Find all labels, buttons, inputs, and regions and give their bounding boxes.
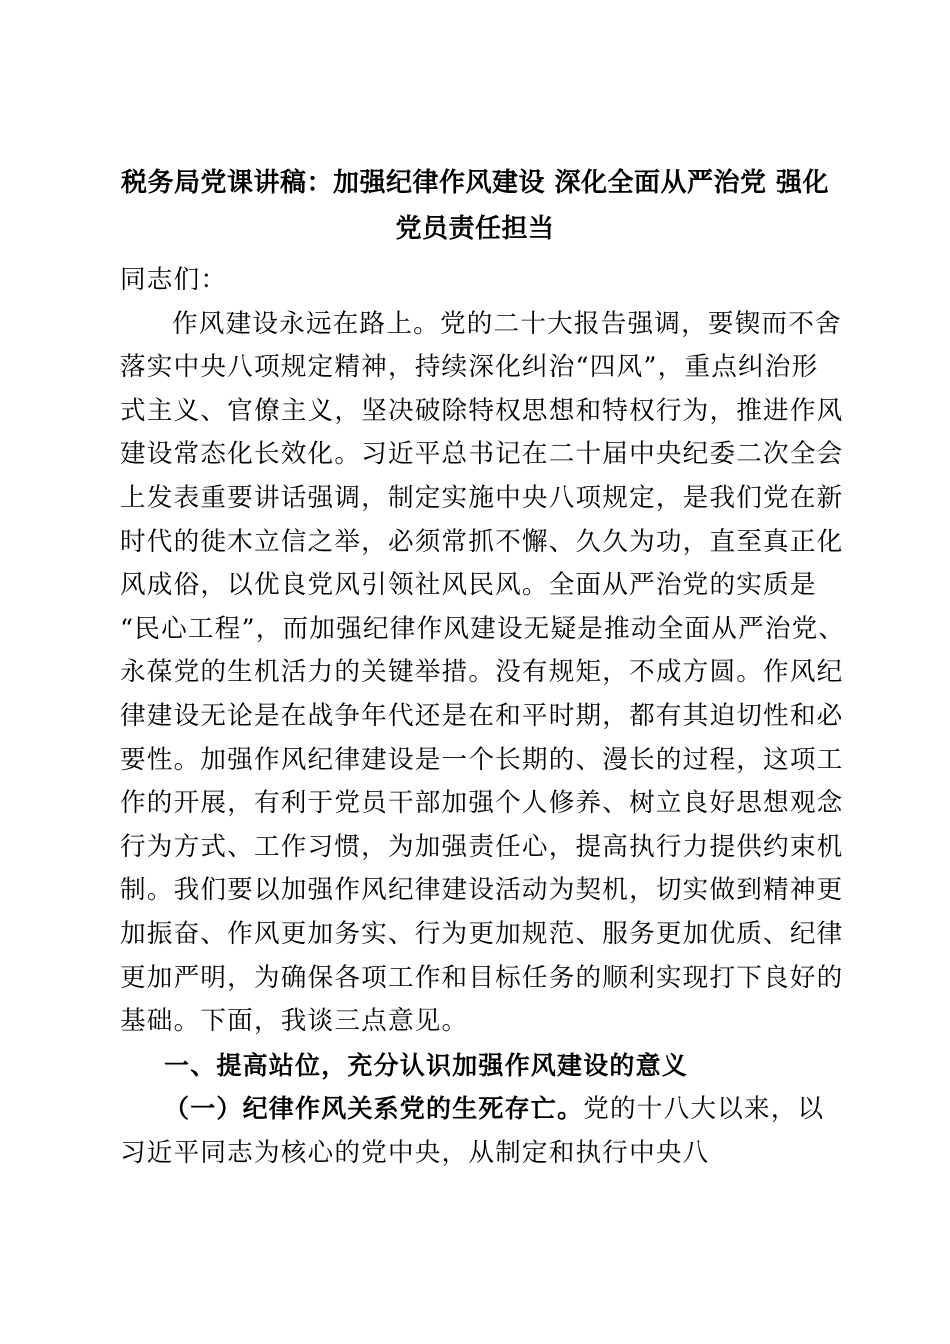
paragraph-line: 加振奋、作风更加务实、行为更加规范、服务更加优质、纪律 (120, 918, 844, 949)
subsection-text: 党的十八大以来，以 (583, 1094, 825, 1125)
paragraph-line: 作风建设永远在路上。党的二十大报告强调，要锲而不舍 (172, 308, 842, 339)
salutation: 同志们： (120, 265, 228, 295)
title-line-2: 党员责任担当 (395, 214, 555, 244)
paragraph-line: 制。我们要以加强作风纪律建设活动为契机，切实做到精神更 (120, 875, 844, 906)
paragraph-line: “民心工程”，而加强纪律作风建设无疑是推动全面从严治党、 (120, 613, 846, 644)
paragraph-line: 时代的徙木立信之举，必须常抓不懈、久久为功，直至真正化 (120, 526, 844, 557)
document-title (100, 160, 850, 252)
paragraph-line: 建设常态化长效化。习近平总书记在二十届中央纪委二次全会 (120, 439, 844, 470)
paragraph-line: 落实中央八项规定精神，持续深化纠治“四风”，重点纠治形 (120, 352, 819, 383)
paragraph-line: 上发表重要讲话强调，制定实施中央八项规定，是我们党在新 (120, 482, 844, 513)
paragraph-line: 律建设无论是在战争年代还是在和平时期，都有其迫切性和必 (120, 700, 844, 731)
paragraph-line: 更加严明，为确保各项工作和目标任务的顺利实现打下良好的 (120, 962, 844, 993)
subsection-line (120, 1087, 825, 1132)
paragraph-line: 习近平同志为核心的党中央，从制定和执行中央八 (120, 1137, 710, 1168)
paragraph-line: 作的开展，有利于党员干部加强个人修养、树立良好思想观念 (120, 788, 844, 819)
title-line-1: 税务局党课讲稿：加强纪律作风建设 深化全面从严治党 强化 (120, 168, 830, 198)
paragraph-line: 基础。下面，我谈三点意见。 (120, 1006, 469, 1037)
document-body (120, 259, 846, 1175)
paragraph-line: 永葆党的生机活力的关键举措。没有规矩，不成方圆。作风纪 (120, 657, 844, 688)
paragraph-line: 要性。加强作风纪律建设是一个长期的、漫长的过程，这项工 (120, 744, 844, 775)
section-heading: 一、提高站位，充分认识加强作风建设的意义 (164, 1050, 689, 1080)
paragraph-line: 式主义、官僚主义，坚决破除特权思想和特权行为，推进作风 (120, 395, 844, 426)
subsection-heading: （一）纪律作风关系党的生死存亡。 (164, 1094, 584, 1124)
paragraph-line: 风成俗，以优良党风引领社风民风。全面从严治党的实质是 (120, 570, 817, 601)
paragraph-line: 行为方式、工作习惯，为加强责任心，提高执行力提供约束机 (120, 831, 844, 862)
